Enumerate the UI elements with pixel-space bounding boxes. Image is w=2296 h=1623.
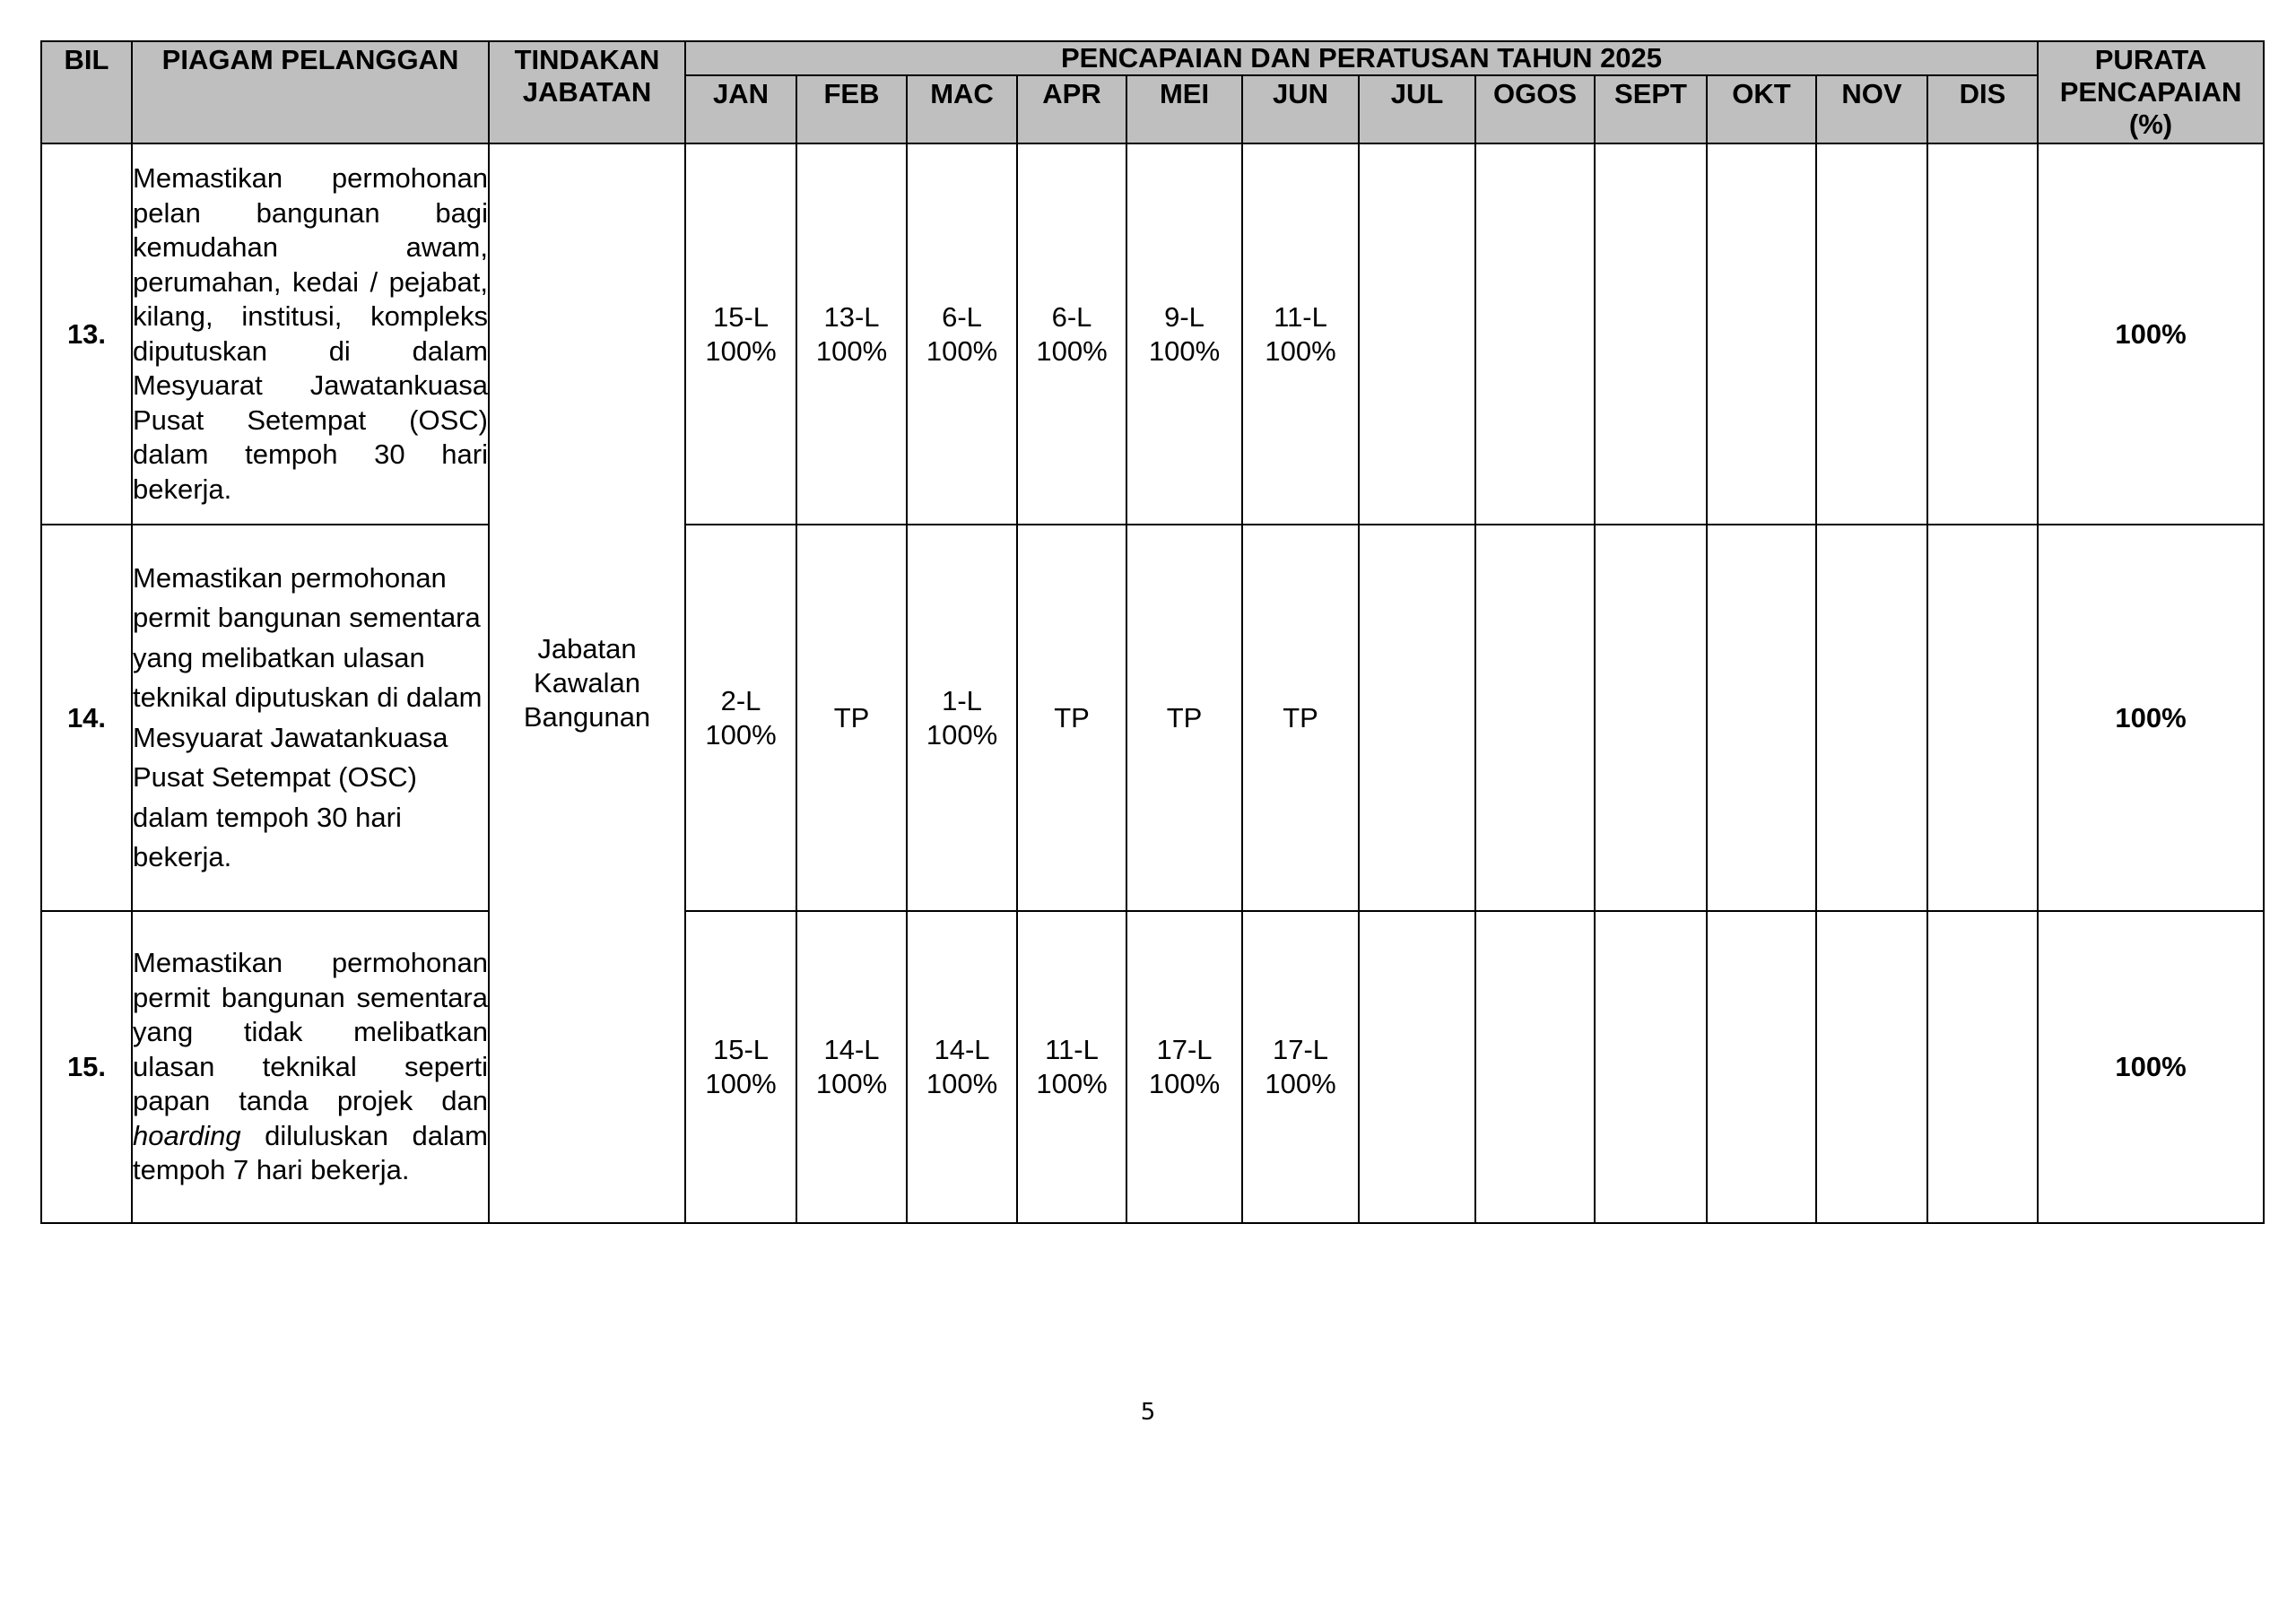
month-count: TP <box>1283 701 1318 733</box>
month-cell <box>796 525 907 911</box>
month-percent: 100% <box>1148 334 1221 367</box>
average-achievement: 100% <box>2038 525 2264 911</box>
header-bil: BIL <box>41 41 132 143</box>
month-percent: 100% <box>1148 1068 1221 1099</box>
month-count: 15-L <box>712 1034 770 1065</box>
month-percent: 100% <box>926 334 998 367</box>
month-cell <box>1126 911 1242 1223</box>
charter-description <box>132 143 489 525</box>
month-cell <box>796 143 907 525</box>
month-cell <box>1595 143 1707 525</box>
month-cell <box>1927 143 2038 525</box>
month-count: 9-L <box>1164 300 1205 333</box>
month-cell <box>1707 143 1816 525</box>
month-count: TP <box>1054 701 1090 733</box>
header-month: NOV <box>1816 75 1927 143</box>
month-count: 13-L <box>823 300 880 333</box>
month-percent: 100% <box>705 1068 777 1099</box>
month-percent: 100% <box>705 334 777 367</box>
month-percent: 100% <box>926 718 998 751</box>
header-month: JUN <box>1242 75 1359 143</box>
month-cell <box>1242 911 1359 1223</box>
header-month: SEPT <box>1595 75 1707 143</box>
month-cell <box>1475 143 1595 525</box>
month-cell <box>1126 525 1242 911</box>
charter-text-italic: hoarding <box>133 1119 241 1151</box>
month-cell <box>1816 911 1927 1223</box>
header-month: MEI <box>1126 75 1242 143</box>
month-count: 11-L <box>1045 1034 1099 1065</box>
month-cell <box>685 143 796 525</box>
header-piagam-pelanggan: PIAGAM PELANGGAN <box>132 41 489 143</box>
month-cell <box>1242 143 1359 525</box>
customer-charter-table <box>40 40 2265 1224</box>
header-month: MAC <box>907 75 1017 143</box>
header-month: FEB <box>796 75 907 143</box>
month-percent: 100% <box>1036 334 1108 367</box>
average-achievement: 100% <box>2038 143 2264 525</box>
month-percent: 100% <box>705 718 777 751</box>
month-percent: 100% <box>815 334 888 367</box>
month-count: 11-L <box>1274 300 1327 333</box>
month-cell <box>685 911 796 1223</box>
month-cell <box>1017 143 1126 525</box>
month-cell <box>1359 525 1475 911</box>
month-cell <box>1927 525 2038 911</box>
average-achievement: 100% <box>2038 911 2264 1223</box>
month-cell <box>1359 911 1475 1223</box>
header-month: JUL <box>1359 75 1475 143</box>
month-count: TP <box>833 701 870 733</box>
month-percent: 100% <box>926 1068 998 1099</box>
charter-text-part: Memastikan permohonan permit bangunan sementara yang tidak melibatkan ulasan teknikal seperti papan tanda projek dan <box>133 947 488 1117</box>
header-tindakan-jabatan: TINDAKAN JABATAN <box>489 41 685 143</box>
charter-description <box>132 525 489 911</box>
header-month: OKT <box>1707 75 1816 143</box>
page-number: 5 <box>1140 1399 1156 1426</box>
month-count: 17-L <box>1156 1034 1213 1065</box>
month-cell <box>907 143 1017 525</box>
month-cell <box>1359 143 1475 525</box>
month-cell <box>685 525 796 911</box>
month-cell <box>1707 525 1816 911</box>
charter-description <box>132 911 489 1223</box>
month-count: 6-L <box>1051 300 1092 333</box>
month-cell <box>907 525 1017 911</box>
charter-text-part: diluluskan dalam tempoh 7 hari bekerja. <box>133 1119 488 1186</box>
month-cell <box>1017 911 1126 1223</box>
header-pencapaian: PENCAPAIAN DAN PERATUSAN TAHUN 2025 <box>685 41 2038 75</box>
month-cell <box>1595 911 1707 1223</box>
month-percent: 100% <box>1265 334 1336 367</box>
month-count: 1-L <box>942 684 982 716</box>
month-cell <box>1475 911 1595 1223</box>
month-count: 14-L <box>823 1034 880 1065</box>
month-percent: 100% <box>815 1068 888 1099</box>
month-cell <box>1475 525 1595 911</box>
row-number: 13. <box>41 143 132 525</box>
month-count: 2-L <box>720 684 761 716</box>
month-cell <box>1242 525 1359 911</box>
month-count: 17-L <box>1272 1034 1329 1065</box>
month-cell <box>1816 525 1927 911</box>
month-count: TP <box>1166 701 1203 733</box>
month-cell <box>1017 525 1126 911</box>
month-cell <box>1126 143 1242 525</box>
charter-text: Memastikan permohonan permit bangunan sementara yang melibatkan ulasan teknikal diputuskan di dalam Mesyuarat Jawatankuasa Pusat Setempat (OSC) dalam tempoh 30 hari bekerja. <box>133 561 483 872</box>
month-percent: 100% <box>1265 1068 1336 1099</box>
month-cell <box>1595 525 1707 911</box>
month-cell <box>796 911 907 1223</box>
header-month: OGOS <box>1475 75 1595 143</box>
month-count: 6-L <box>942 300 982 333</box>
month-cell <box>907 911 1017 1223</box>
charter-text: Memastikan permohonan pelan bangunan bagi kemudahan awam, perumahan, kedai / pejabat, kilang, institusi, kompleks diputuskan di dalam Mesyuarat Jawatankuasa Pusat Setempat (OSC) dalam tempoh 30 hari bekerja. <box>133 162 488 505</box>
month-cell <box>1707 911 1816 1223</box>
header-month: APR <box>1017 75 1126 143</box>
month-cell <box>1816 143 1927 525</box>
table-row <box>41 143 2264 525</box>
charter-text <box>133 946 488 1188</box>
month-count: 15-L <box>712 300 770 333</box>
month-count: 14-L <box>934 1034 990 1065</box>
month-cell <box>1927 911 2038 1223</box>
row-number: 15. <box>41 911 132 1223</box>
table-row <box>41 525 2264 911</box>
header-purata-pencapaian: PURATA PENCAPAIAN (%) <box>2038 41 2264 143</box>
header-month: JAN <box>685 75 796 143</box>
header-month: DIS <box>1927 75 2038 143</box>
department-name: Jabatan Kawalan Bangunan <box>489 143 685 1223</box>
month-percent: 100% <box>1036 1068 1108 1099</box>
table-row <box>41 911 2264 1223</box>
row-number: 14. <box>41 525 132 911</box>
